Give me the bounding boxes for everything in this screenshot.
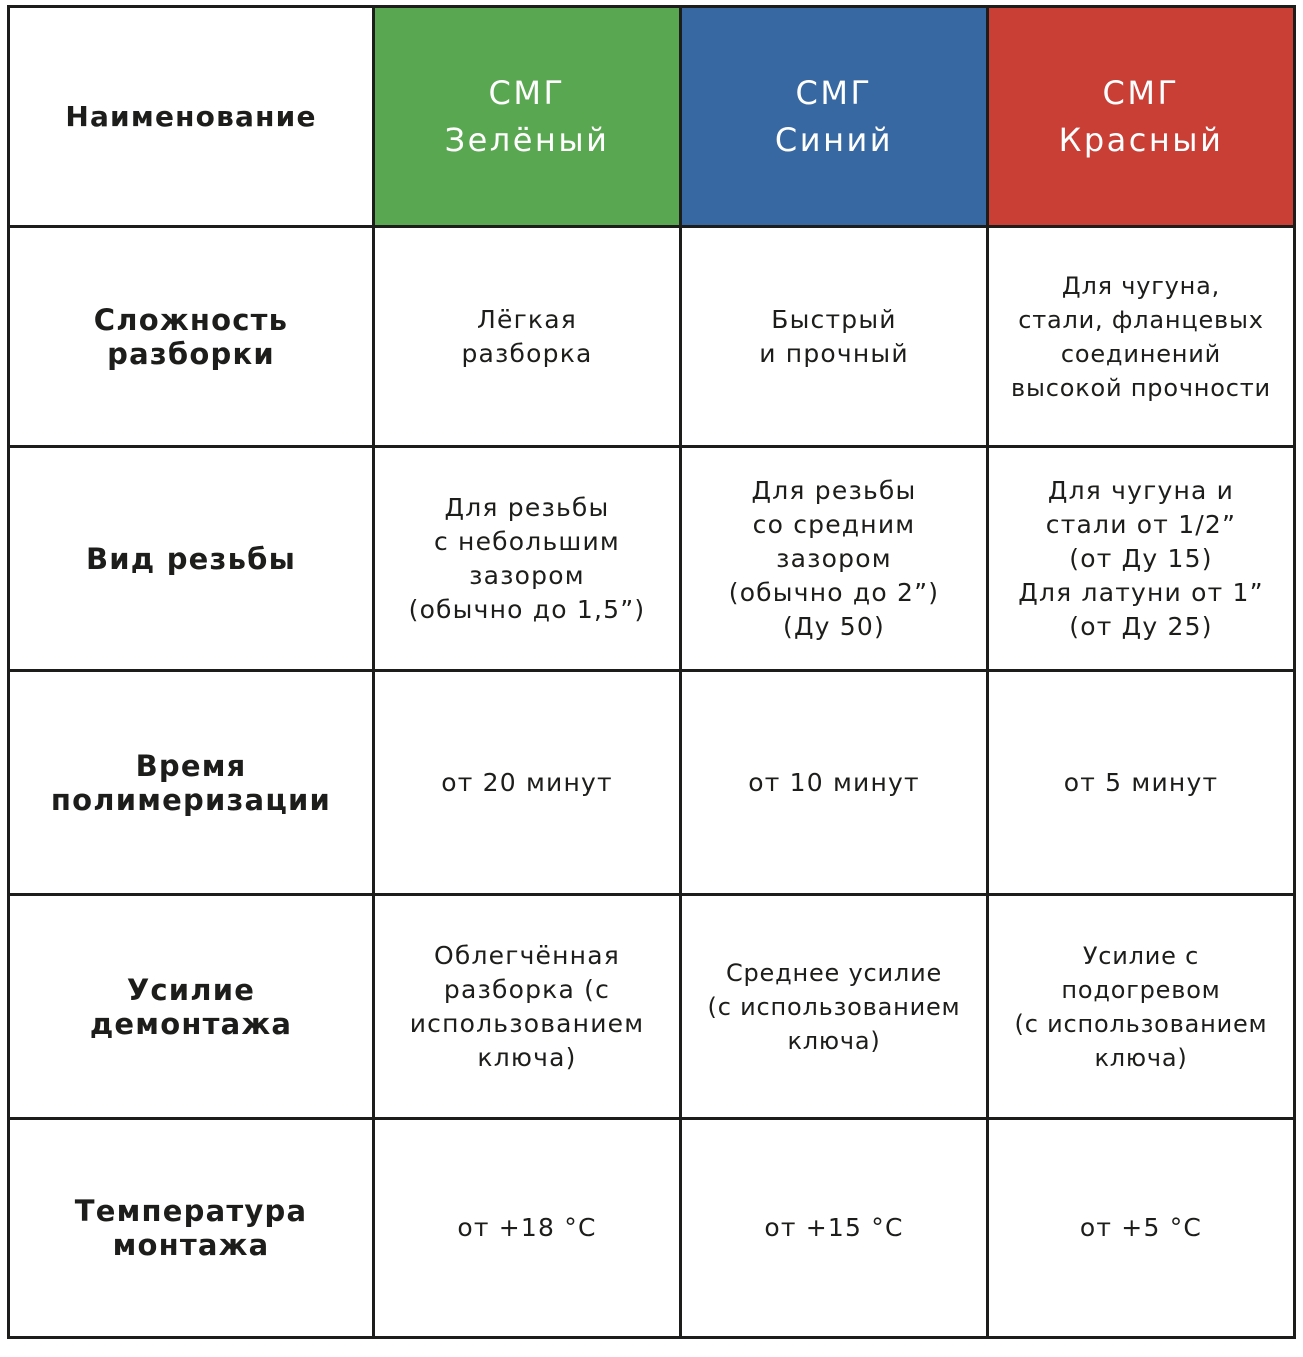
header-name-cell xyxy=(10,8,375,228)
header-product-red xyxy=(989,8,1293,228)
product-name-blue: СМГ Синий xyxy=(774,73,894,159)
table-cell: Для чугуна, стали, фланцевых соединений высокой прочности xyxy=(989,228,1293,448)
table-cell: от 5 минут xyxy=(989,672,1293,896)
table-cell: от +5 °С xyxy=(1079,1213,1203,1242)
table-cell: Лёгкая разборка xyxy=(375,228,682,448)
table-cell: от +18 °С xyxy=(375,1120,682,1336)
header-product-blue xyxy=(682,8,989,228)
product-name-green: СМГ Зелёный xyxy=(444,73,610,159)
product-name-red: СМГ Красный xyxy=(1058,73,1224,159)
row-label-cure-time: Время полимеризации xyxy=(10,672,375,896)
table-cell: от +15 °С xyxy=(682,1120,989,1336)
table-cell: Среднее усилие (с использованием ключа) xyxy=(682,896,989,1120)
comparison-table xyxy=(7,5,1296,1339)
table-cell: Усилие с подогревом (с использованием ключа) xyxy=(989,896,1293,1120)
table-cell: Для резьбы со средним зазором (обычно до 2”) (Ду 50) xyxy=(682,448,989,672)
row-label-disassembly: Сложность разборки xyxy=(10,228,375,448)
table-cell: Для резьбы с небольшим зазором (обычно до 1,5”) xyxy=(375,448,682,672)
header-product-green xyxy=(375,8,682,228)
table-cell: от 10 минут xyxy=(682,672,989,896)
table-cell: Облегчённая разборка (с использованием ключа) xyxy=(375,896,682,1120)
table-cell: Для чугуна и стали от 1/2” (от Ду 15) Для латуни от 1” (от Ду 25) xyxy=(989,448,1293,672)
header-label: Наименование xyxy=(65,99,317,133)
row-label-install-temp: Температура монтажа xyxy=(10,1120,375,1336)
row-label-thread-type: Вид резьбы xyxy=(10,448,375,672)
row-label-removal-force: Усилие демонтажа xyxy=(10,896,375,1120)
table-cell: от 20 минут xyxy=(375,672,682,896)
table-cell: Быстрый и прочный xyxy=(682,228,989,448)
